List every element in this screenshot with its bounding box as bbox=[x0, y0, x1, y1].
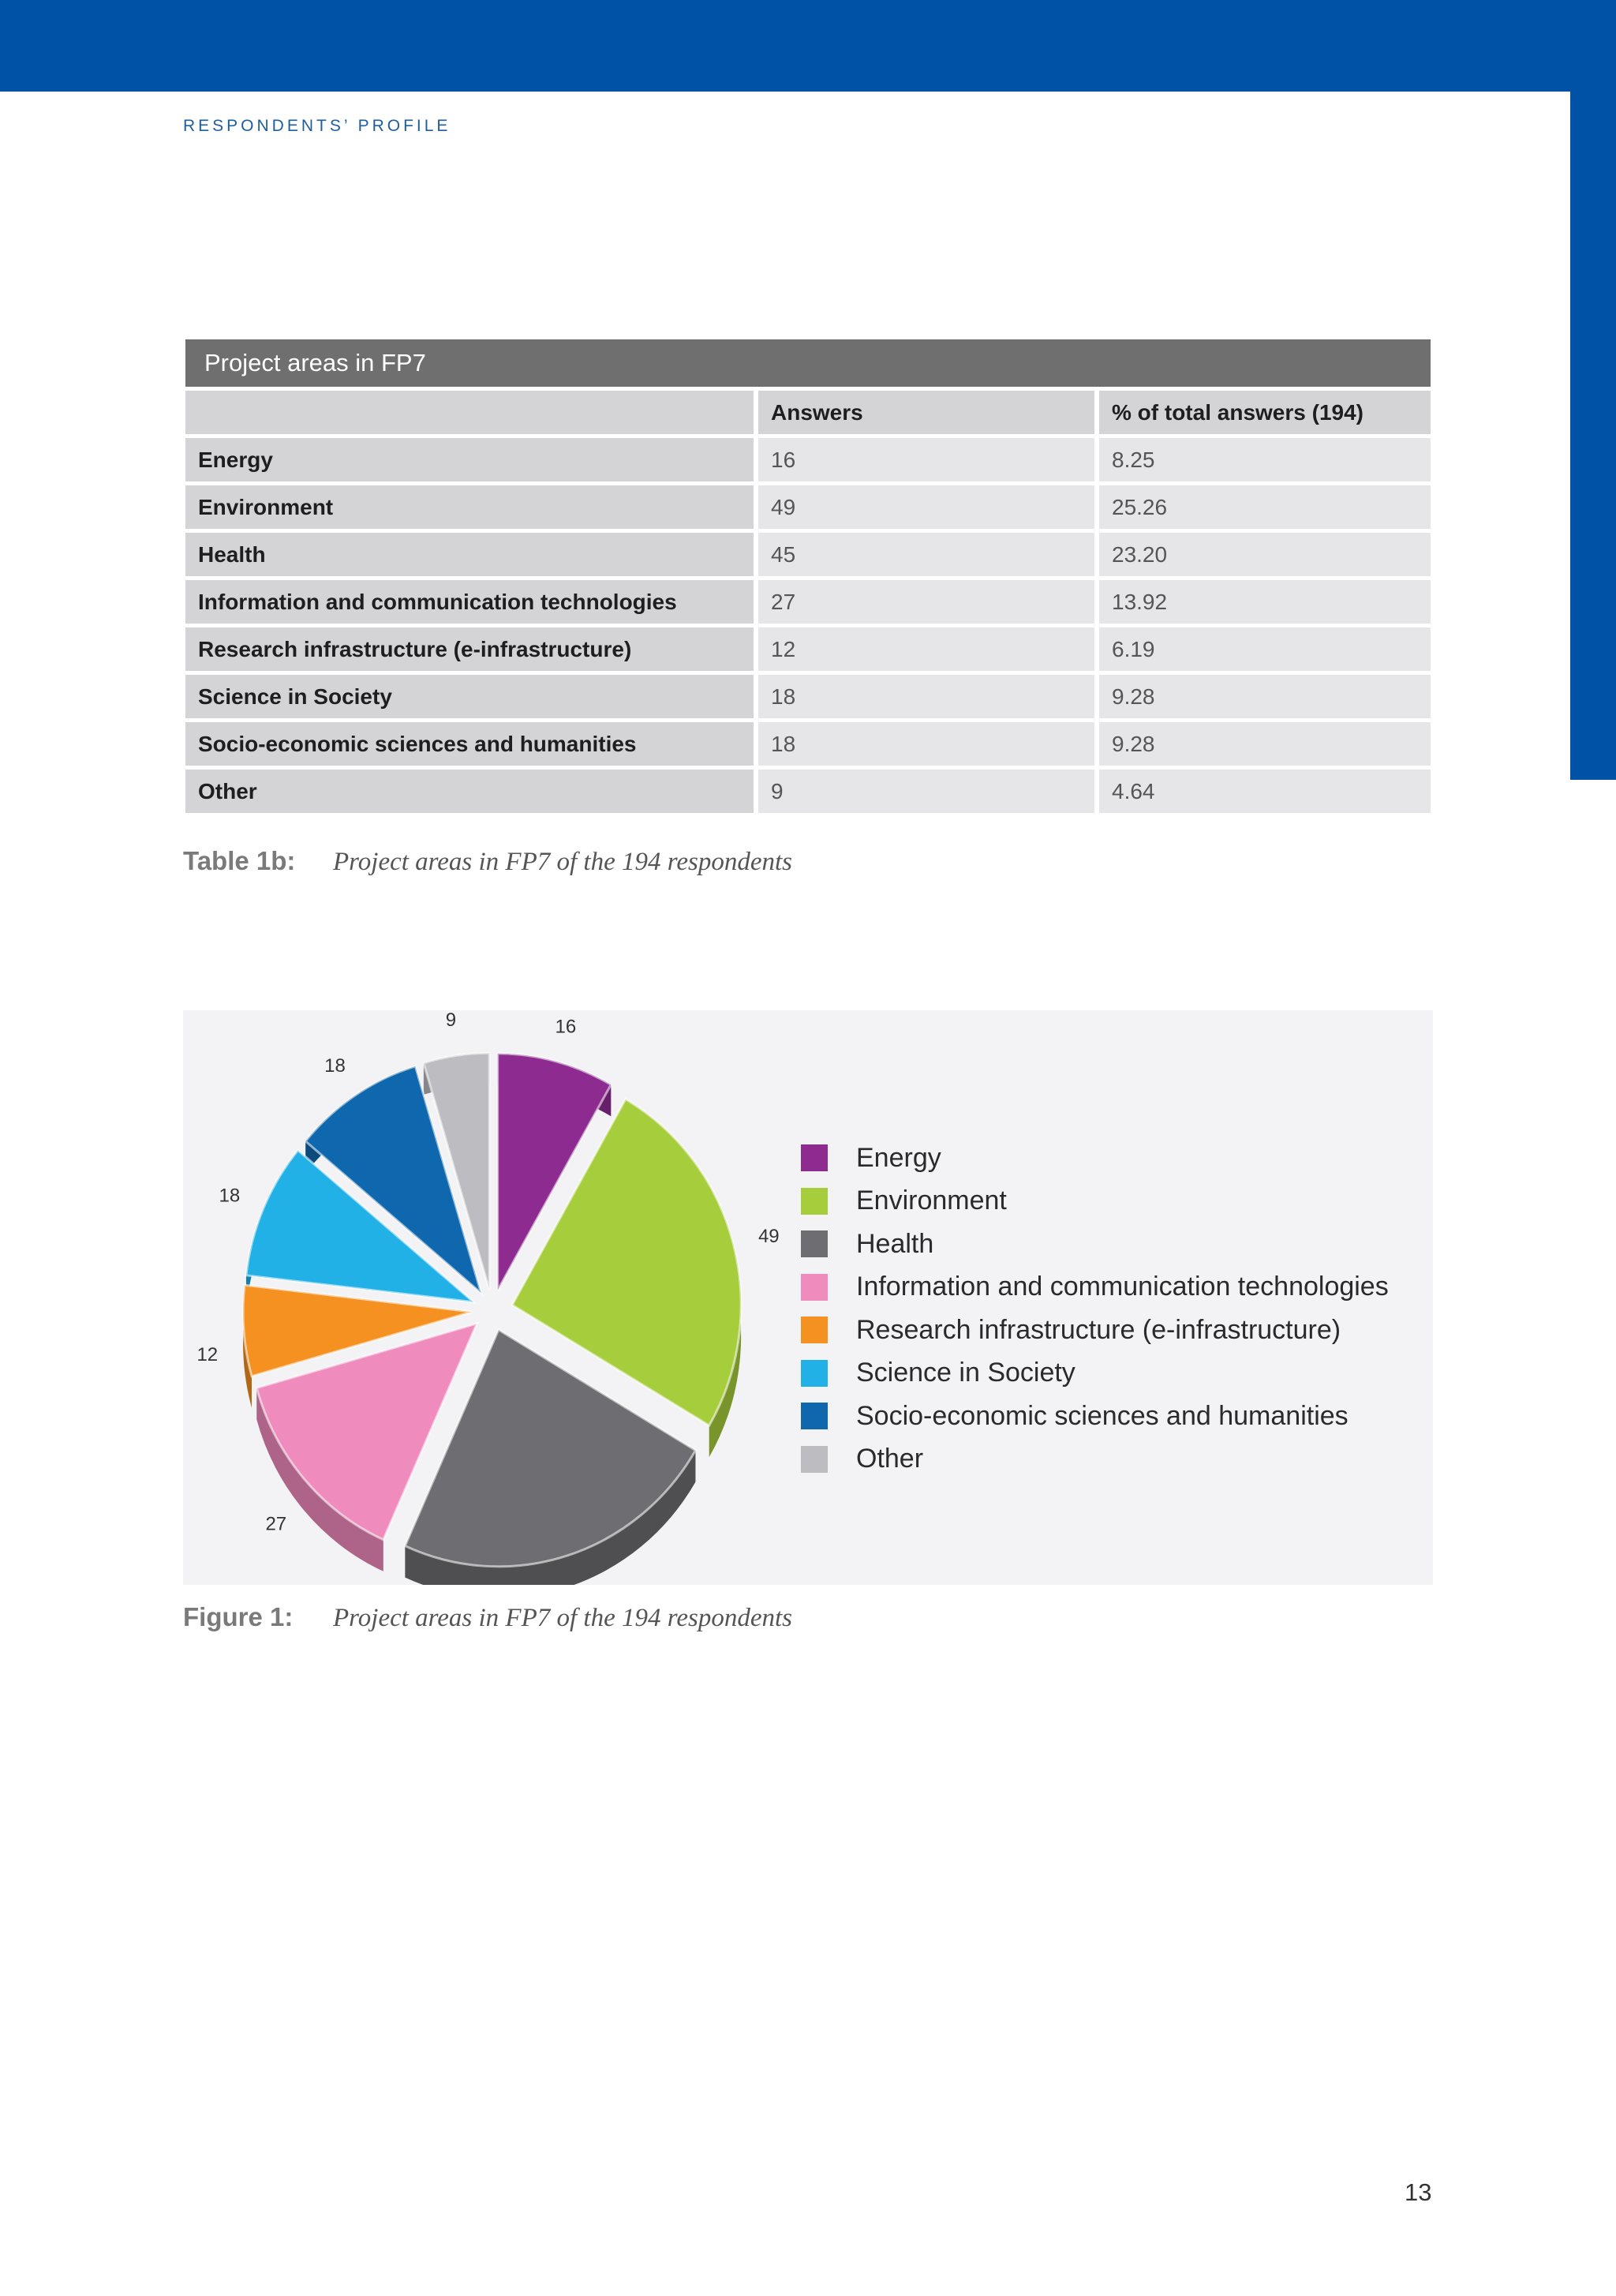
figure-caption-text: Project areas in FP7 of the 194 respondents bbox=[333, 1604, 792, 1632]
percent-cell: 25.26 bbox=[1099, 485, 1431, 529]
pie-data-label: 18 bbox=[219, 1185, 241, 1207]
table-body bbox=[185, 438, 1431, 813]
table-caption-label: Table 1b: bbox=[183, 846, 296, 875]
legend-swatch bbox=[801, 1144, 828, 1171]
legend-item bbox=[801, 1180, 1389, 1223]
row-label: Energy bbox=[185, 438, 754, 481]
legend-label: Socio-economic sciences and humanities bbox=[856, 1400, 1349, 1431]
percent-cell: 8.25 bbox=[1099, 438, 1431, 481]
legend-label: Energy bbox=[856, 1142, 941, 1173]
table-row bbox=[185, 627, 1431, 671]
legend-item bbox=[801, 1137, 1389, 1180]
answers-cell: 49 bbox=[758, 485, 1094, 529]
section-header: RESPONDENTS’ PROFILE bbox=[183, 117, 451, 135]
legend-item bbox=[801, 1266, 1389, 1309]
legend-swatch bbox=[801, 1188, 828, 1215]
legend-swatch bbox=[801, 1317, 828, 1343]
table-caption bbox=[183, 846, 792, 877]
table-row bbox=[185, 675, 1431, 718]
table-row bbox=[185, 438, 1431, 481]
answers-cell: 12 bbox=[758, 627, 1094, 671]
table-row bbox=[185, 722, 1431, 766]
table-row bbox=[185, 770, 1431, 813]
legend-label: Environment bbox=[856, 1185, 1007, 1216]
column-header-answers: Answers bbox=[758, 391, 1094, 434]
legend-swatch bbox=[801, 1360, 828, 1387]
project-areas-table bbox=[185, 339, 1431, 813]
percent-cell: 13.92 bbox=[1099, 580, 1431, 624]
percent-cell: 4.64 bbox=[1099, 770, 1431, 813]
legend-swatch bbox=[801, 1446, 828, 1473]
legend-item bbox=[801, 1352, 1389, 1395]
column-header bbox=[185, 391, 754, 434]
pie-data-label: 16 bbox=[555, 1016, 577, 1038]
legend-swatch bbox=[801, 1274, 828, 1301]
figure-caption-label: Figure 1: bbox=[183, 1602, 294, 1631]
legend-item bbox=[801, 1309, 1389, 1352]
legend-swatch bbox=[801, 1230, 828, 1257]
table-row bbox=[185, 485, 1431, 529]
pie-data-label: 9 bbox=[445, 1010, 457, 1031]
percent-cell: 23.20 bbox=[1099, 533, 1431, 576]
answers-cell: 16 bbox=[758, 438, 1094, 481]
pie-data-label: 49 bbox=[758, 1226, 780, 1248]
row-label: Environment bbox=[185, 485, 754, 529]
table-header-row bbox=[185, 391, 1431, 434]
side-color-band bbox=[1570, 92, 1616, 780]
legend-label: Other bbox=[856, 1444, 924, 1474]
table-row bbox=[185, 533, 1431, 576]
row-label: Socio-economic sciences and humanities bbox=[185, 722, 754, 766]
legend-label: Research infrastructure (e-infrastructure) bbox=[856, 1314, 1341, 1345]
percent-cell: 9.28 bbox=[1099, 722, 1431, 766]
row-label: Other bbox=[185, 770, 754, 813]
pie-data-label: 27 bbox=[265, 1513, 287, 1535]
chart-legend bbox=[801, 1137, 1389, 1481]
figure-caption bbox=[183, 1602, 792, 1633]
legend-swatch bbox=[801, 1403, 828, 1429]
answers-cell: 27 bbox=[758, 580, 1094, 624]
top-color-band bbox=[0, 0, 1616, 92]
legend-label: Health bbox=[856, 1228, 934, 1259]
answers-cell: 9 bbox=[758, 770, 1094, 813]
pie-data-label: 12 bbox=[196, 1344, 219, 1366]
answers-cell: 18 bbox=[758, 675, 1094, 718]
answers-cell: 45 bbox=[758, 533, 1094, 576]
legend-item bbox=[801, 1223, 1389, 1266]
percent-cell: 9.28 bbox=[1099, 675, 1431, 718]
row-label: Research infrastructure (e-infrastructure) bbox=[185, 627, 754, 671]
row-label: Science in Society bbox=[185, 675, 754, 718]
legend-label: Science in Society bbox=[856, 1358, 1075, 1388]
column-header-percent: % of total answers (194) bbox=[1099, 391, 1431, 434]
table-title: Project areas in FP7 bbox=[185, 339, 1431, 387]
answers-cell: 18 bbox=[758, 722, 1094, 766]
legend-item bbox=[801, 1395, 1389, 1438]
page-number: 13 bbox=[1405, 2178, 1432, 2206]
table-caption-text: Project areas in FP7 of the 194 respondents bbox=[333, 848, 792, 876]
legend-label: Information and communication technologies bbox=[856, 1272, 1389, 1302]
row-label: Information and communication technologies bbox=[185, 580, 754, 624]
percent-cell: 6.19 bbox=[1099, 627, 1431, 671]
table-row bbox=[185, 580, 1431, 624]
row-label: Health bbox=[185, 533, 754, 576]
legend-item bbox=[801, 1438, 1389, 1481]
pie-data-label: 18 bbox=[324, 1054, 346, 1077]
